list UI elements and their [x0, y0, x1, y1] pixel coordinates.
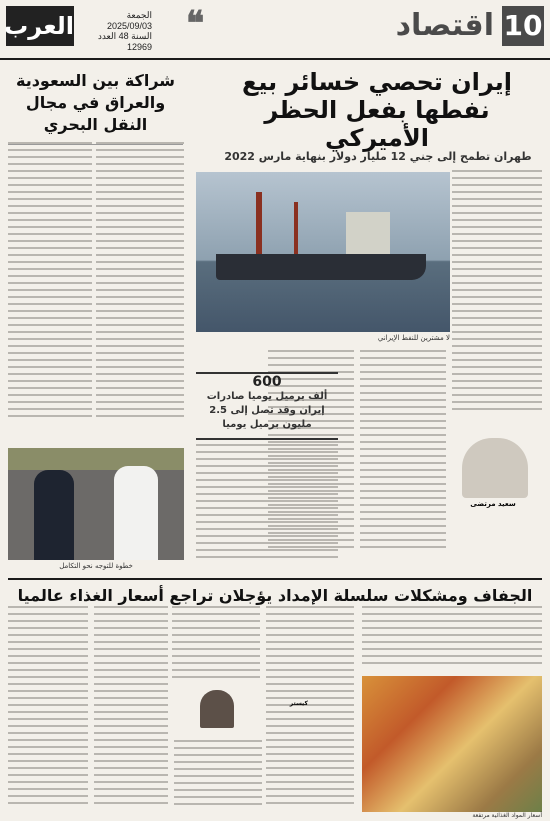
food-market-photo	[362, 676, 542, 812]
date-block	[82, 10, 152, 52]
second-author-photo	[200, 690, 234, 728]
lead-subhead: طهران تطمح إلى جني 12 مليار دولار بنهاية مارس 2022	[224, 150, 532, 163]
pull-quote	[196, 372, 338, 440]
lead-headline: إيران تحصي خسائر بيع نفطها بفعل الحظر الأميركي	[241, 68, 513, 152]
pull-quote-number: 600	[252, 374, 282, 390]
lead-column-1	[452, 170, 542, 430]
section-title: اقتصاد	[395, 8, 494, 43]
lead-column-2	[360, 350, 446, 570]
second-author-name: كيستر	[289, 700, 308, 707]
second-column-4	[94, 606, 168, 812]
lead-photo-caption: لا مشترين للنفط الإيراني	[377, 334, 450, 342]
side-photo-caption: خطوة للتوجه نحو التكامل	[59, 562, 133, 570]
pull-quote-text: ألف برميل يوميا صادرات إيران وقد تصل إلى 2.5 مليون برميل يوميا	[206, 391, 328, 430]
second-column-2	[266, 606, 354, 812]
second-column-6	[174, 740, 262, 812]
side-column-1	[96, 142, 184, 442]
second-column-5	[8, 606, 88, 812]
side-column-2	[8, 142, 92, 442]
newspaper-logo: العرب	[6, 6, 74, 46]
page-number: 10	[502, 6, 544, 46]
oil-tanker-photo	[196, 172, 450, 332]
page-header	[0, 0, 550, 60]
signing-photo	[8, 448, 184, 560]
author-photo	[462, 438, 528, 498]
second-headline: الجفاف ومشكلات سلسلة الإمداد يؤجلان تراجع أسعار الغذاء عالميا	[8, 578, 542, 605]
second-photo-caption: أسعار المواد الغذائية مرتفعة	[472, 812, 542, 819]
lead-column-4	[196, 444, 338, 572]
side-article-title: شراكة بين السعودية والعراق في مجال النقل البحري	[8, 70, 183, 145]
quote-mark-icon: ❝	[186, 4, 205, 44]
second-column-1	[362, 606, 542, 672]
date-line: الجمعة 2025/09/03	[106, 10, 152, 31]
author-name: سعيد مرتضى	[470, 500, 516, 508]
issue-line: السنة 48 العدد 12969	[97, 31, 152, 52]
second-column-3	[172, 606, 260, 686]
